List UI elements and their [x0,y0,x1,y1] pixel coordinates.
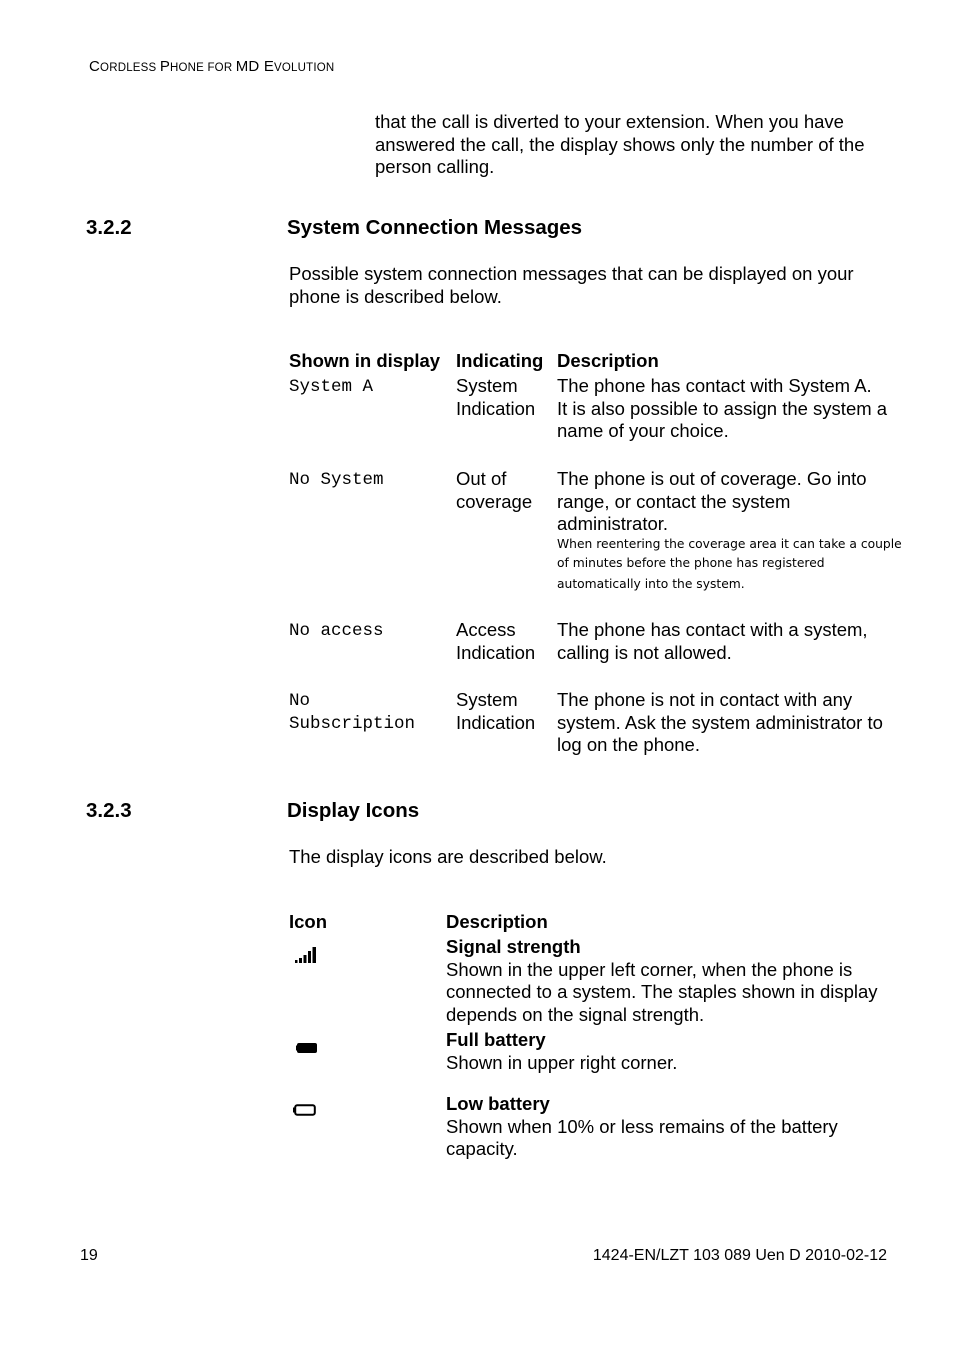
description-line: depends on the signal strength. [446,1003,705,1025]
description-line: log on the phone. [557,734,700,755]
paragraph-line: Possible system connection messages that can be displayed on your [289,263,854,284]
display-line: System A [289,377,374,397]
section-intro [289,263,854,308]
header-initial: MD E [235,58,275,75]
description-line: The phone has contact with a system, [557,619,868,640]
paragraph-line: that the call is diverted to your extension. When you have [375,111,844,132]
description-line: It is also possible to assign the system a [557,397,888,419]
description-line: capacity. [446,1138,518,1159]
description-line: range, or contact the system [557,490,791,512]
header-initial: C [89,58,101,75]
description-line: calling is not allowed. [557,641,732,663]
note-line: When reentering the coverage area it can take a couple [557,537,902,551]
description-line: The phone is not in contact with any [557,689,853,710]
column-header-description: Description [557,350,659,371]
display-line: Subscription [289,713,416,734]
icon-title: Low battery [446,1093,550,1114]
indicating-text [456,375,535,420]
icon-description [446,1029,677,1074]
description-text [557,619,868,664]
description-line: system. Ask the system administrator to [557,711,883,733]
display-text [289,690,415,735]
display-line: No [289,691,311,711]
indicating-line: System [456,689,518,710]
display-text [289,376,373,399]
description-line: Shown in the upper left corner, when the phone is [446,958,853,980]
description-line: name of your choice. [557,420,729,441]
header-smallcaps: VOLUTION [274,62,335,74]
document-reference: 1424-EN/LZT 103 089 Uen D 2010-02-12 [592,1247,887,1264]
description-line: The phone is out of coverage. Go into [557,468,867,489]
low-battery-icon [293,1103,317,1122]
running-header [89,58,334,75]
description-line: administrator. [557,513,669,534]
indicating-text [456,468,532,513]
display-text [289,620,384,643]
signal-strength-icon [295,945,321,968]
column-header-display: Shown in display [289,350,441,371]
description-text [557,689,883,757]
section-intro: The display icons are described below. [289,846,607,867]
description-text [557,375,887,443]
header-smallcaps: HONE FOR [170,62,236,74]
icon-description [446,936,878,1026]
paragraph-line: person calling. [375,156,495,177]
indicating-line: Indication [456,641,536,663]
indicating-line: Indication [456,711,536,733]
section-number: 3.2.2 [86,216,132,239]
indicating-line: Indication [456,397,536,419]
section-title: System Connection Messages [287,216,583,239]
description-line: The phone has contact with System A. [557,375,872,396]
note-line: automatically into the system. [557,577,745,591]
icon-title: Full battery [446,1029,546,1050]
indicating-line: coverage [456,490,533,512]
page-number: 19 [80,1247,98,1264]
paragraph-line: phone is described below. [289,285,502,307]
header-smallcaps: ORDLESS [100,62,160,74]
header-initial: P [159,58,171,75]
description-text [557,468,867,536]
display-line: No System [289,470,384,490]
icon-description [446,1093,838,1161]
intro-continuation [375,111,865,179]
indicating-text [456,619,535,664]
column-header-indicating: Indicating [456,350,544,371]
description-note [557,534,902,594]
description-line: Shown when 10% or less remains of the battery [446,1115,838,1137]
column-header-description: Description [446,911,548,932]
paragraph-line: answered the call, the display shows only the number of the [375,133,865,155]
indicating-text [456,689,535,734]
display-line: No access [289,621,384,641]
section-title: Display Icons [287,799,420,822]
full-battery-icon [296,1041,320,1060]
icon-title: Signal strength [446,936,581,957]
note-line: of minutes before the phone has registered [557,556,825,570]
display-text [289,469,384,492]
indicating-line: Out of [456,468,507,489]
indicating-line: System [456,375,518,396]
indicating-line: Access [456,619,516,640]
column-header-icon: Icon [289,911,328,932]
description-line: Shown in upper right corner. [446,1051,678,1073]
section-number: 3.2.3 [86,799,132,822]
description-line: connected to a system. The staples shown in display [446,981,878,1002]
